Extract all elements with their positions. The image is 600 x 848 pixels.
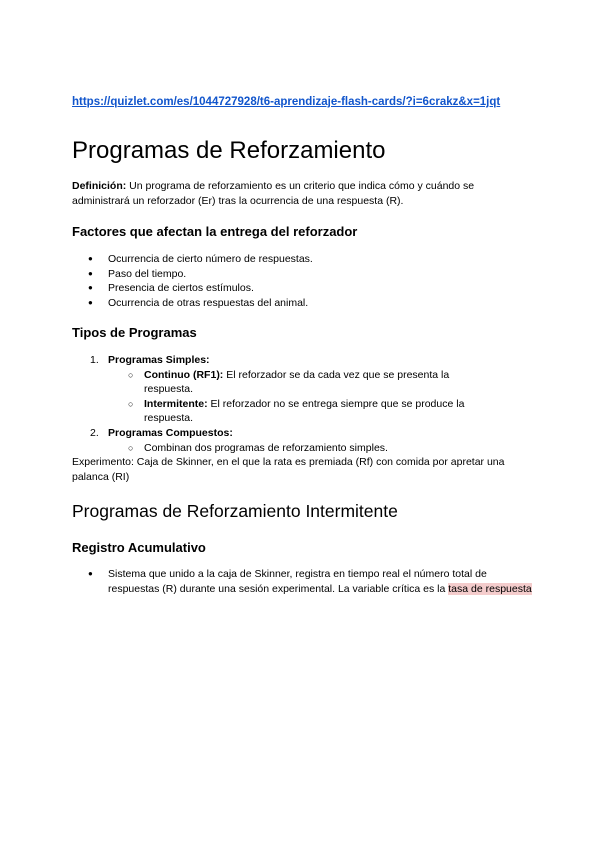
highlighted-text: tasa de respuesta [448, 582, 532, 595]
list-item [108, 368, 494, 397]
item-number: 2. [90, 426, 99, 439]
definition-text: Un programa de reforzamiento es un criterio que indica cómo y cuándo se administrará un reforzador (Er) tras la ocurrencia de una respuesta (R). [72, 180, 475, 207]
cumulative-record-list [72, 567, 532, 596]
experiment-paragraph: Experimento: Caja de Skinner, en el que la rata es premiada (Rf) con comida por apretar una palanca (RI) [72, 456, 505, 483]
factor-text: Presencia de ciertos estímulos. [108, 282, 254, 295]
subitem-text: El reforzador no se entrega siempre que se produce la respuesta. [144, 397, 465, 425]
bullet-icon: ● [88, 297, 93, 307]
type-label: Programas Simples: [108, 354, 210, 366]
subitem-text: Combinan dos programas de reforzamiento simples. [144, 441, 388, 454]
definition-paragraph [72, 179, 532, 208]
factor-text: Ocurrencia de otras respuestas del animal. [108, 296, 309, 309]
bullet-icon: ● [88, 283, 93, 293]
item-number: 1. [90, 354, 99, 366]
hollow-bullet-icon: ○ [128, 398, 134, 409]
bullet-icon: ● [88, 254, 93, 263]
hollow-bullet-icon: ○ [128, 369, 134, 380]
types-heading: Tipos de Programas [72, 325, 197, 340]
cumulative-record-heading: Registro Acumulativo [72, 540, 206, 555]
subitem-text: El reforzador se da cada vez que se presenta la respuesta. [144, 368, 450, 396]
list-item [72, 252, 532, 267]
page-title: Programas de Reforzamiento [72, 137, 386, 164]
list-item [72, 567, 532, 596]
list-item [72, 267, 532, 282]
simple-sublist [108, 368, 532, 426]
list-item [72, 281, 532, 296]
list-item [72, 353, 532, 426]
quizlet-link[interactable]: https://quizlet.com/es/1044727928/t6-aprendizaje-flash-cards/?i=6crakz&x=1jqt [72, 96, 501, 108]
compound-sublist [108, 441, 532, 456]
bullet-icon: ● [88, 569, 93, 578]
subitem-label: Continuo (RF1): [144, 368, 224, 381]
bullet-icon: ● [88, 268, 93, 278]
record-text: Sistema que unido a la caja de Skinner, registra en tiempo real el número total de respuestas (R) durante una sesión experimental. La variable crítica es la [108, 568, 487, 595]
type-label: Programas Compuestos: [108, 426, 233, 439]
list-item [108, 397, 494, 426]
factors-heading: Factores que afectan la entrega del reforzador [72, 224, 358, 239]
factor-text: Ocurrencia de cierto número de respuestas. [108, 253, 313, 265]
subitem-label: Intermitente: [144, 397, 208, 410]
list-item [108, 441, 494, 456]
intermittent-heading: Programas de Reforzamiento Intermitente [72, 501, 398, 521]
factor-text: Paso del tiempo. [108, 267, 187, 280]
types-list [72, 353, 532, 455]
definition-label: Definición: [72, 180, 127, 192]
list-item [72, 426, 532, 455]
factors-list [72, 252, 532, 310]
hollow-bullet-icon: ○ [128, 442, 134, 453]
list-item [72, 296, 532, 311]
